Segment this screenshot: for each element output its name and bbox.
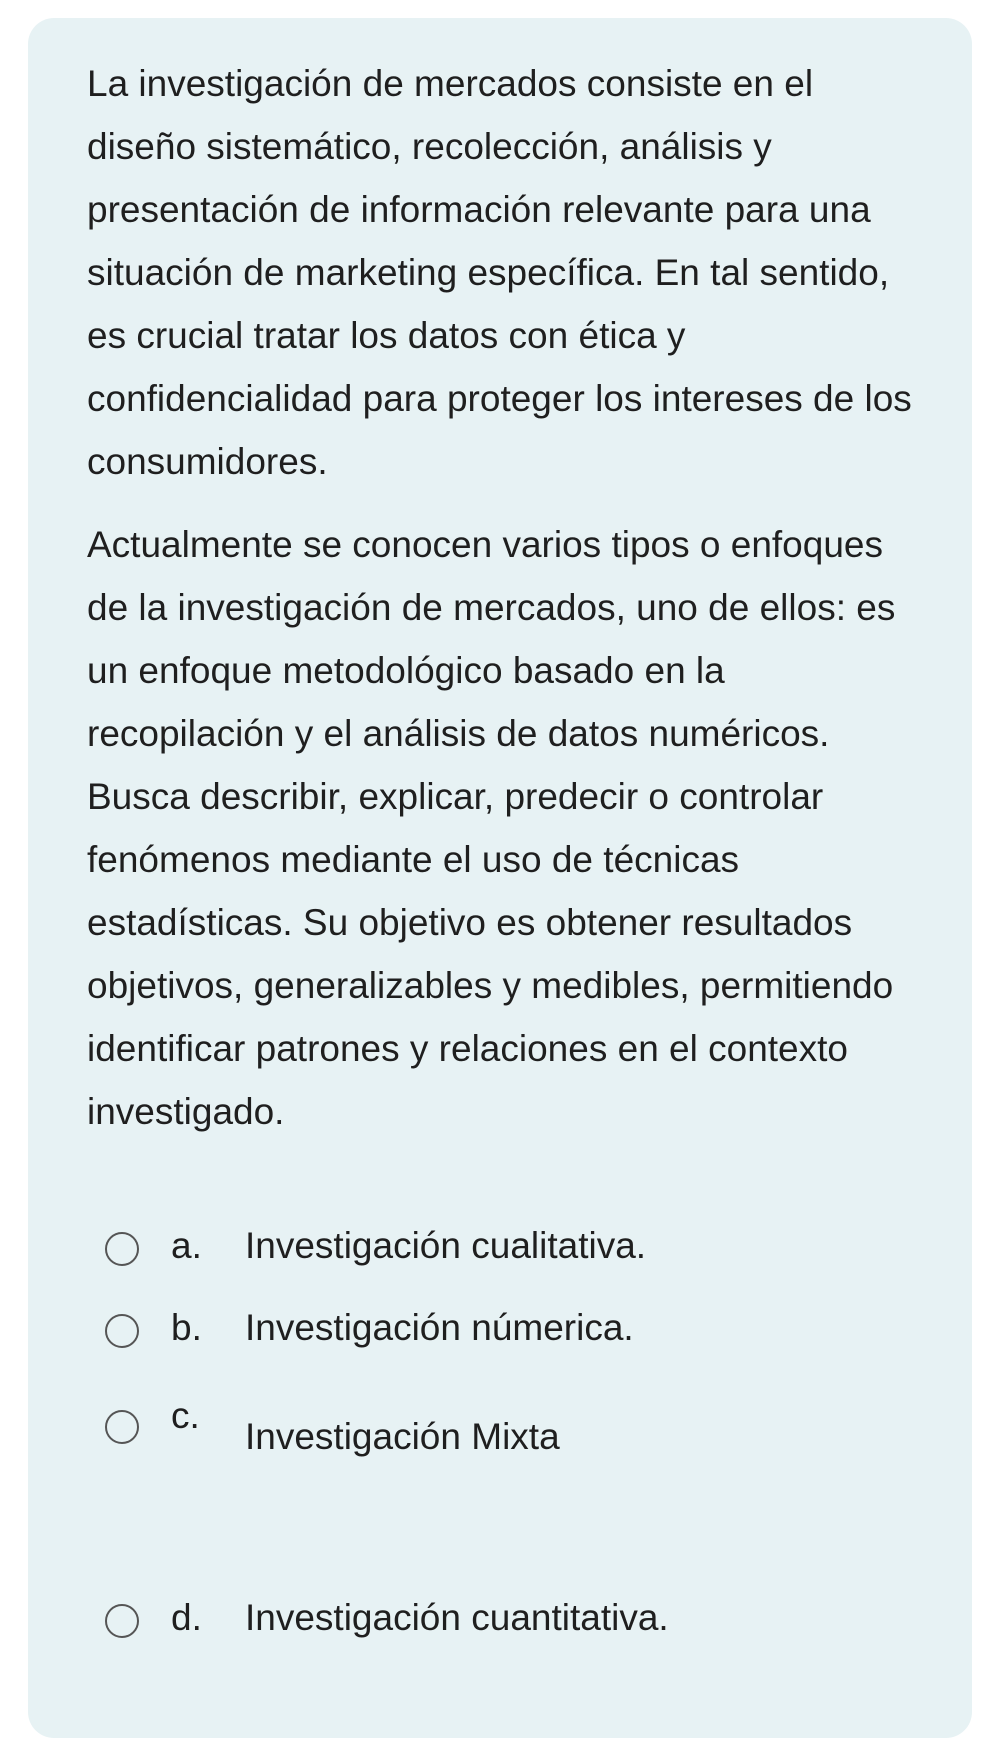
question-text [87, 52, 917, 1143]
question-paragraph-1: La investigación de mercados consiste en el diseño sistemático, recolección, análisis y presentación de información relevante para una situación de marketing específica. En tal sentido, es crucial tratar los datos con ética y confidencialidad para proteger los intereses de los consumidores. [87, 63, 912, 482]
option-label: Investigación númerica. [245, 1307, 634, 1348]
option-label: Investigación cualitativa. [245, 1225, 647, 1266]
radio-circle-icon[interactable] [105, 1232, 139, 1266]
option-c[interactable] [105, 1396, 905, 1476]
option-label: Investigación Mixta [245, 1416, 560, 1457]
radio-circle-icon[interactable] [105, 1604, 139, 1638]
question-paragraph-2: Actualmente se conocen varios tipos o enfoques de la investigación de mercados, uno de ellos: es un enfoque metodológico basado en la recopilación y el análisis de datos numéricos. Busca describir, explicar, predecir o controlar fenómenos mediante el uso de técnicas estadísticas. Su objetivo es obtener resultados objetivos, generalizables y medibles, permitiendo identificar patrones y relaciones en el contexto investigado. [87, 524, 896, 1132]
option-a[interactable] [105, 1220, 905, 1280]
option-b[interactable] [105, 1302, 905, 1362]
radio-circle-icon[interactable] [105, 1410, 139, 1444]
option-d[interactable] [105, 1592, 905, 1652]
option-label: Investigación cuantitativa. [245, 1597, 669, 1638]
option-letter: d. [171, 1597, 202, 1638]
option-letter: c. [171, 1395, 200, 1436]
option-letter: b. [171, 1307, 202, 1348]
radio-circle-icon[interactable] [105, 1314, 139, 1348]
option-letter: a. [171, 1225, 202, 1266]
